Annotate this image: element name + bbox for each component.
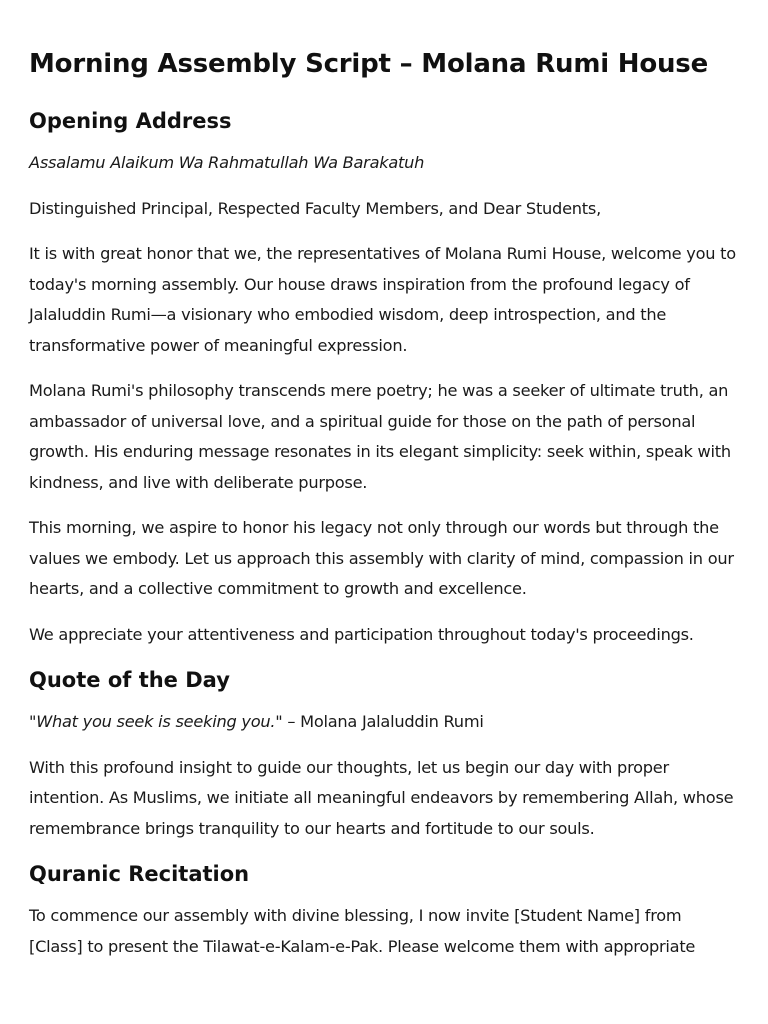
opening-paragraph-2: Molana Rumi's philosophy transcends mere poetry; he was a seeker of ultimate truth, an ambassador of universal love, and a spiritual guide for those on the path of personal growth. His enduring message resonates in its elegant simplicity: seek within, speak with kindness, and live with deliberate purpose. [29,381,731,492]
quote-of-the-day-section [29,665,739,844]
quote-paragraph: With this profound insight to guide our thoughts, let us begin our day with proper intention. As Muslims, we initiate all meaningful endeavors by remembering Allah, whose remembrance brings tranquility to our hearts and fortitude to our souls. [29,757,734,838]
opening-paragraph-4: We appreciate your attentiveness and participation throughout today's proceedings. [29,624,694,644]
quranic-recitation-paragraph: To commence our assembly with divine blessing, I now invite [Student Name] from [Class] to present the Tilawat-e-Kalam-e-Pak. Please welcome them with appropriate [29,906,696,956]
quote-close-mark: " [275,712,283,731]
quranic-recitation-section [29,859,739,962]
quote-of-the-day-heading: Quote of the Day [29,668,230,692]
document-title: Morning Assembly Script – Molana Rumi House [29,49,709,79]
greeting-text: Assalamu Alaikum Wa Rahmatullah Wa Barakatuh [29,153,425,172]
quote-text: What you seek is seeking you. [36,712,276,731]
opening-paragraph-3: This morning, we aspire to honor his legacy not only through our words but through the values we embody. Let us approach this assembly with clarity of mind, compassion in our hearts, and a collective commitment to growth and excellence. [29,518,734,598]
opening-address-section [29,106,739,650]
quranic-recitation-heading: Quranic Recitation [29,862,250,886]
quote-attribution: – Molana Jalaluddin Rumi [282,712,484,731]
opening-paragraph-1: It is with great honor that we, the representatives of Molana Rumi House, welcome you to today's morning assembly. Our house draws inspiration from the profound legacy of Jalaluddin Rumi—a visionary who embodied wisdom, deep introspection, and the transformative power of meaningful expression. [29,244,736,355]
quote-open-mark: " [29,712,37,731]
quote-line [29,707,739,738]
salutation-text: Distinguished Principal, Respected Faculty Members, and Dear Students, [29,198,601,218]
opening-address-heading: Opening Address [29,109,232,133]
